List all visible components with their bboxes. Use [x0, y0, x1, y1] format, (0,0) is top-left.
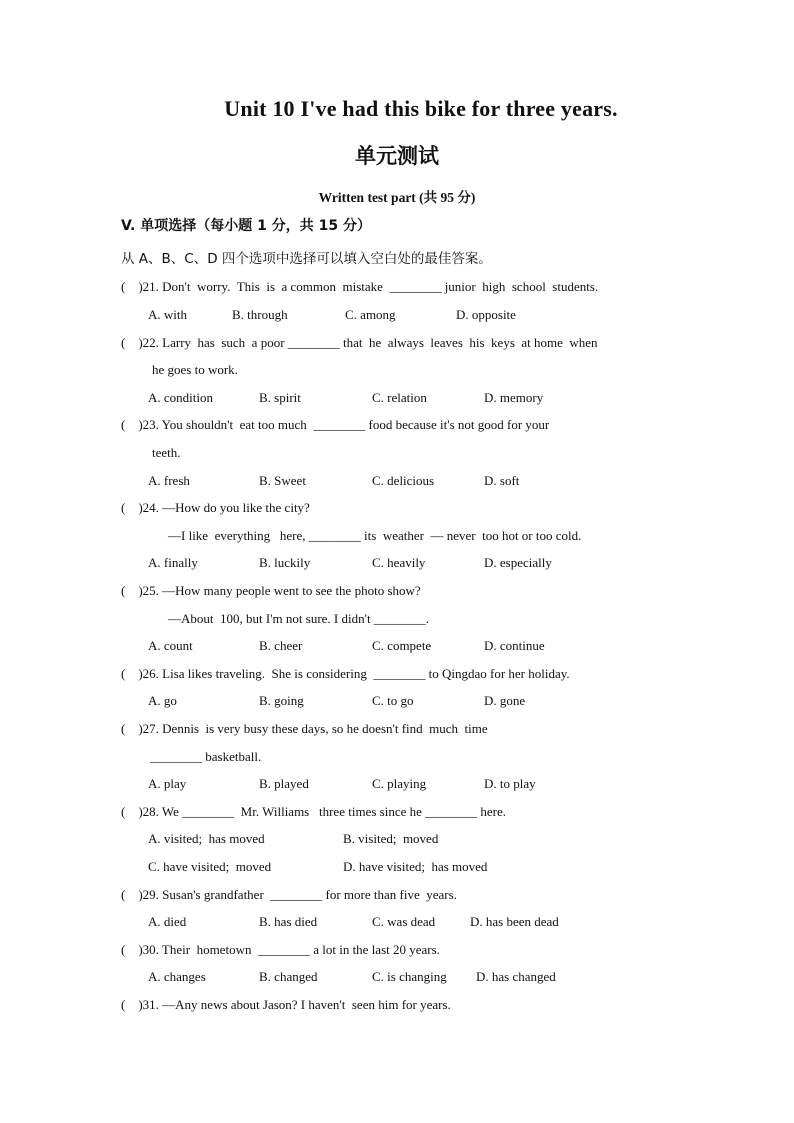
option-28-c: C. have visited; moved — [148, 859, 272, 874]
option-27-b: B. played — [259, 776, 309, 791]
question-24: ( )24. —How do you like the city? — [121, 500, 310, 515]
option-30-d: D. has changed — [476, 969, 556, 984]
option-25-b: B. cheer — [259, 638, 303, 653]
option-26-a: A. go — [148, 693, 177, 708]
option-26-b: B. going — [259, 693, 304, 708]
option-21-a: A. with — [148, 307, 187, 322]
option-25-a: A. count — [148, 638, 193, 653]
option-23-c: C. delicious — [372, 473, 435, 488]
option-25-d: D. continue — [484, 638, 545, 653]
question-28: ( )28. We ________ Mr. Williams three times since he ________ here. — [121, 804, 506, 819]
test-part-label: Written test part (共 95 分) — [318, 190, 476, 205]
option-27-c: C. playing — [372, 776, 427, 791]
option-21-b: B. through — [232, 307, 288, 322]
question-31: ( )31. —Any news about Jason? I haven't seen him for years. — [121, 997, 451, 1012]
option-22-d: D. memory — [484, 390, 544, 405]
option-26-c: C. to go — [372, 693, 414, 708]
question-27: ( )27. Dennis is very busy these days, so he doesn't find much time — [121, 721, 488, 736]
option-22-b: B. spirit — [259, 390, 301, 405]
option-22-a: A. condition — [148, 390, 213, 405]
question-23-cont: teeth. — [152, 445, 181, 460]
option-30-b: B. changed — [259, 969, 318, 984]
option-23-b: B. Sweet — [259, 473, 306, 488]
option-26-d: D. gone — [484, 693, 526, 708]
option-30-c: C. is changing — [372, 969, 447, 984]
question-30: ( )30. Their hometown ________ a lot in the last 20 years. — [121, 942, 440, 957]
option-21-d: D. opposite — [456, 307, 516, 322]
question-29: ( )29. Susan's grandfather ________ for more than five years. — [121, 887, 457, 902]
option-24-a: A. finally — [148, 555, 198, 570]
question-21: ( )21. Don't worry. This is a common mistake ________ junior high school students. — [121, 279, 599, 294]
unit-title: Unit 10 I've had this bike for three years. — [224, 96, 618, 121]
option-27-a: A. play — [148, 776, 187, 791]
option-23-a: A. fresh — [148, 473, 190, 488]
question-22: ( )22. Larry has such a poor ________ that he always leaves his keys at home when — [121, 335, 598, 350]
question-25: ( )25. —How many people went to see the photo show? — [121, 583, 421, 598]
question-25-cont: —About 100, but I'm not sure. I didn't ________. — [168, 611, 430, 626]
option-24-c: C. heavily — [372, 555, 426, 570]
option-29-b: B. has died — [259, 914, 318, 929]
option-24-b: B. luckily — [259, 555, 311, 570]
option-21-c: C. among — [345, 307, 396, 322]
unit-subtitle-cn: 单元测试 — [355, 144, 439, 168]
option-24-d: D. especially — [484, 555, 552, 570]
option-29-d: D. has been dead — [470, 914, 559, 929]
question-23: ( )23. You shouldn't eat too much ________ food because it's not good for your — [121, 417, 550, 432]
question-27-cont: ________ basketball. — [150, 749, 262, 764]
option-23-d: D. soft — [484, 473, 520, 488]
option-28-d: D. have visited; has moved — [343, 859, 488, 874]
section-instruction: 从 A、B、C、D 四个选项中选择可以填入空白处的最佳答案。 — [121, 251, 492, 267]
question-22-cont: he goes to work. — [152, 362, 238, 377]
question-24-cont: —I like everything here, ________ its weather — never too hot or too cold. — [168, 528, 582, 543]
option-28-b: B. visited; moved — [343, 831, 439, 846]
option-27-d: D. to play — [484, 776, 536, 791]
option-30-a: A. changes — [148, 969, 206, 984]
section-heading: V. 单项选择（每小题 1 分，共 15 分） — [121, 218, 371, 234]
option-29-c: C. was dead — [372, 914, 436, 929]
option-28-a: A. visited; has moved — [148, 831, 265, 846]
option-29-a: A. died — [148, 914, 187, 929]
option-22-c: C. relation — [372, 390, 427, 405]
option-25-c: C. compete — [372, 638, 432, 653]
question-26: ( )26. Lisa likes traveling. She is considering ________ to Qingdao for her holiday. — [121, 666, 570, 681]
